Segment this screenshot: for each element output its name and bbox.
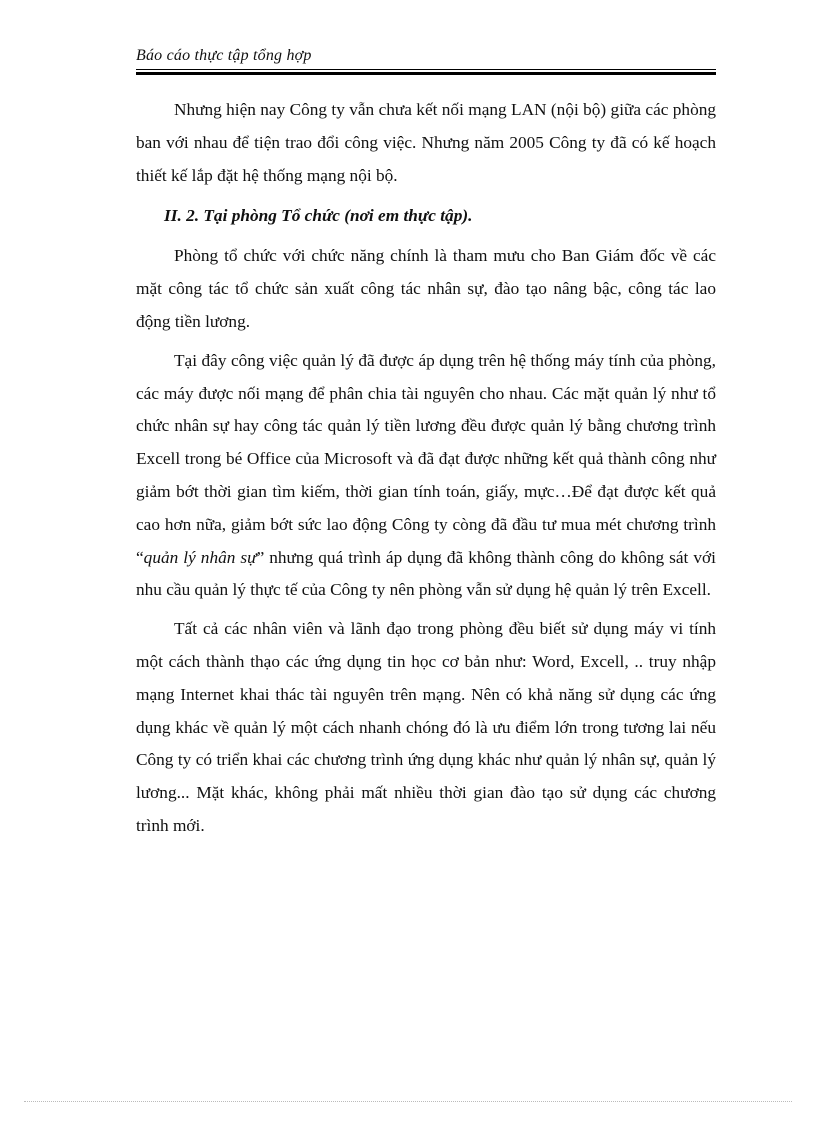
section-heading: II. 2. Tại phòng Tổ chức (nơi em thực tập). bbox=[164, 206, 473, 226]
header-title: Báo cáo thực tập tổng hợp bbox=[136, 47, 312, 64]
header-rule-thin bbox=[136, 69, 716, 70]
paragraph-text-start: Tại đây công việc quản lý đã được áp dụng trên hệ thống máy tính của phòng, các máy được nối mạng để phân chia tài nguyên cho nhau. Các mặt quản lý như tổ chức nhân sự hay công tác quản lý tiền lương đều được quản lý bằng chương trình Excell trong bé Office của Microsoft và đã đạt được những kết quả thành công như giảm bớt thời gian tìm kiếm, thời gian tính toán, giấy, mực…Để đạt được kết quả cao hơn nữa, giảm bớt sức lao động Công ty còng đã đầu tư mua mét chương trình “ bbox=[136, 350, 716, 567]
paragraph-text-end: ” nhưng quá trình áp dụng đã không thành công do không sát với nhu cầu quản lý thực tế của Công ty nên phòng vẫn sử dụng hệ quản lý trên Excell. bbox=[136, 547, 716, 600]
header-rule-thick bbox=[136, 72, 716, 75]
paragraph-department-role: Phòng tổ chức với chức năng chính là tham mưu cho Ban Giám đốc về các mặt công tác tổ chức sản xuất công tác nhân sự, đào tạo nâng bậc, công tác lao động tiền lương. bbox=[136, 246, 716, 331]
italic-term: quản lý nhân sự bbox=[143, 547, 257, 567]
page-header bbox=[136, 46, 716, 75]
paragraph-management-system bbox=[136, 345, 716, 607]
paragraph-staff-skills: Tất cả các nhân viên và lãnh đạo trong phòng đều biết sử dụng máy vi tính một cách thành thạo các ứng dụng tin học cơ bản như: Word, Excell, .. truy nhập mạng Internet khai thác tài nguyên trên mạng. Nên có khả năng sử dụng các ứng dụng khác về quản lý một cách nhanh chóng đó là ưu điểm lớn trong tương lai nếu Công ty có triển khai các chương trình ứng dụng khác như quản lý nhân sự, quản lý lương... Mặt khác, không phải mất nhiều thời gian đào tạo sử dụng các chương trình mới. bbox=[136, 619, 716, 835]
paragraph-network: Nhưng hiện nay Công ty vẫn chưa kết nối mạng LAN (nội bộ) giữa các phòng ban với nhau để tiện trao đổi công việc. Nhưng năm 2005 Công ty đã có kế hoạch thiết kế lắp đặt hệ thống mạng nội bộ. bbox=[136, 100, 716, 185]
page-bottom-divider bbox=[24, 1101, 792, 1102]
document-body bbox=[136, 94, 716, 843]
